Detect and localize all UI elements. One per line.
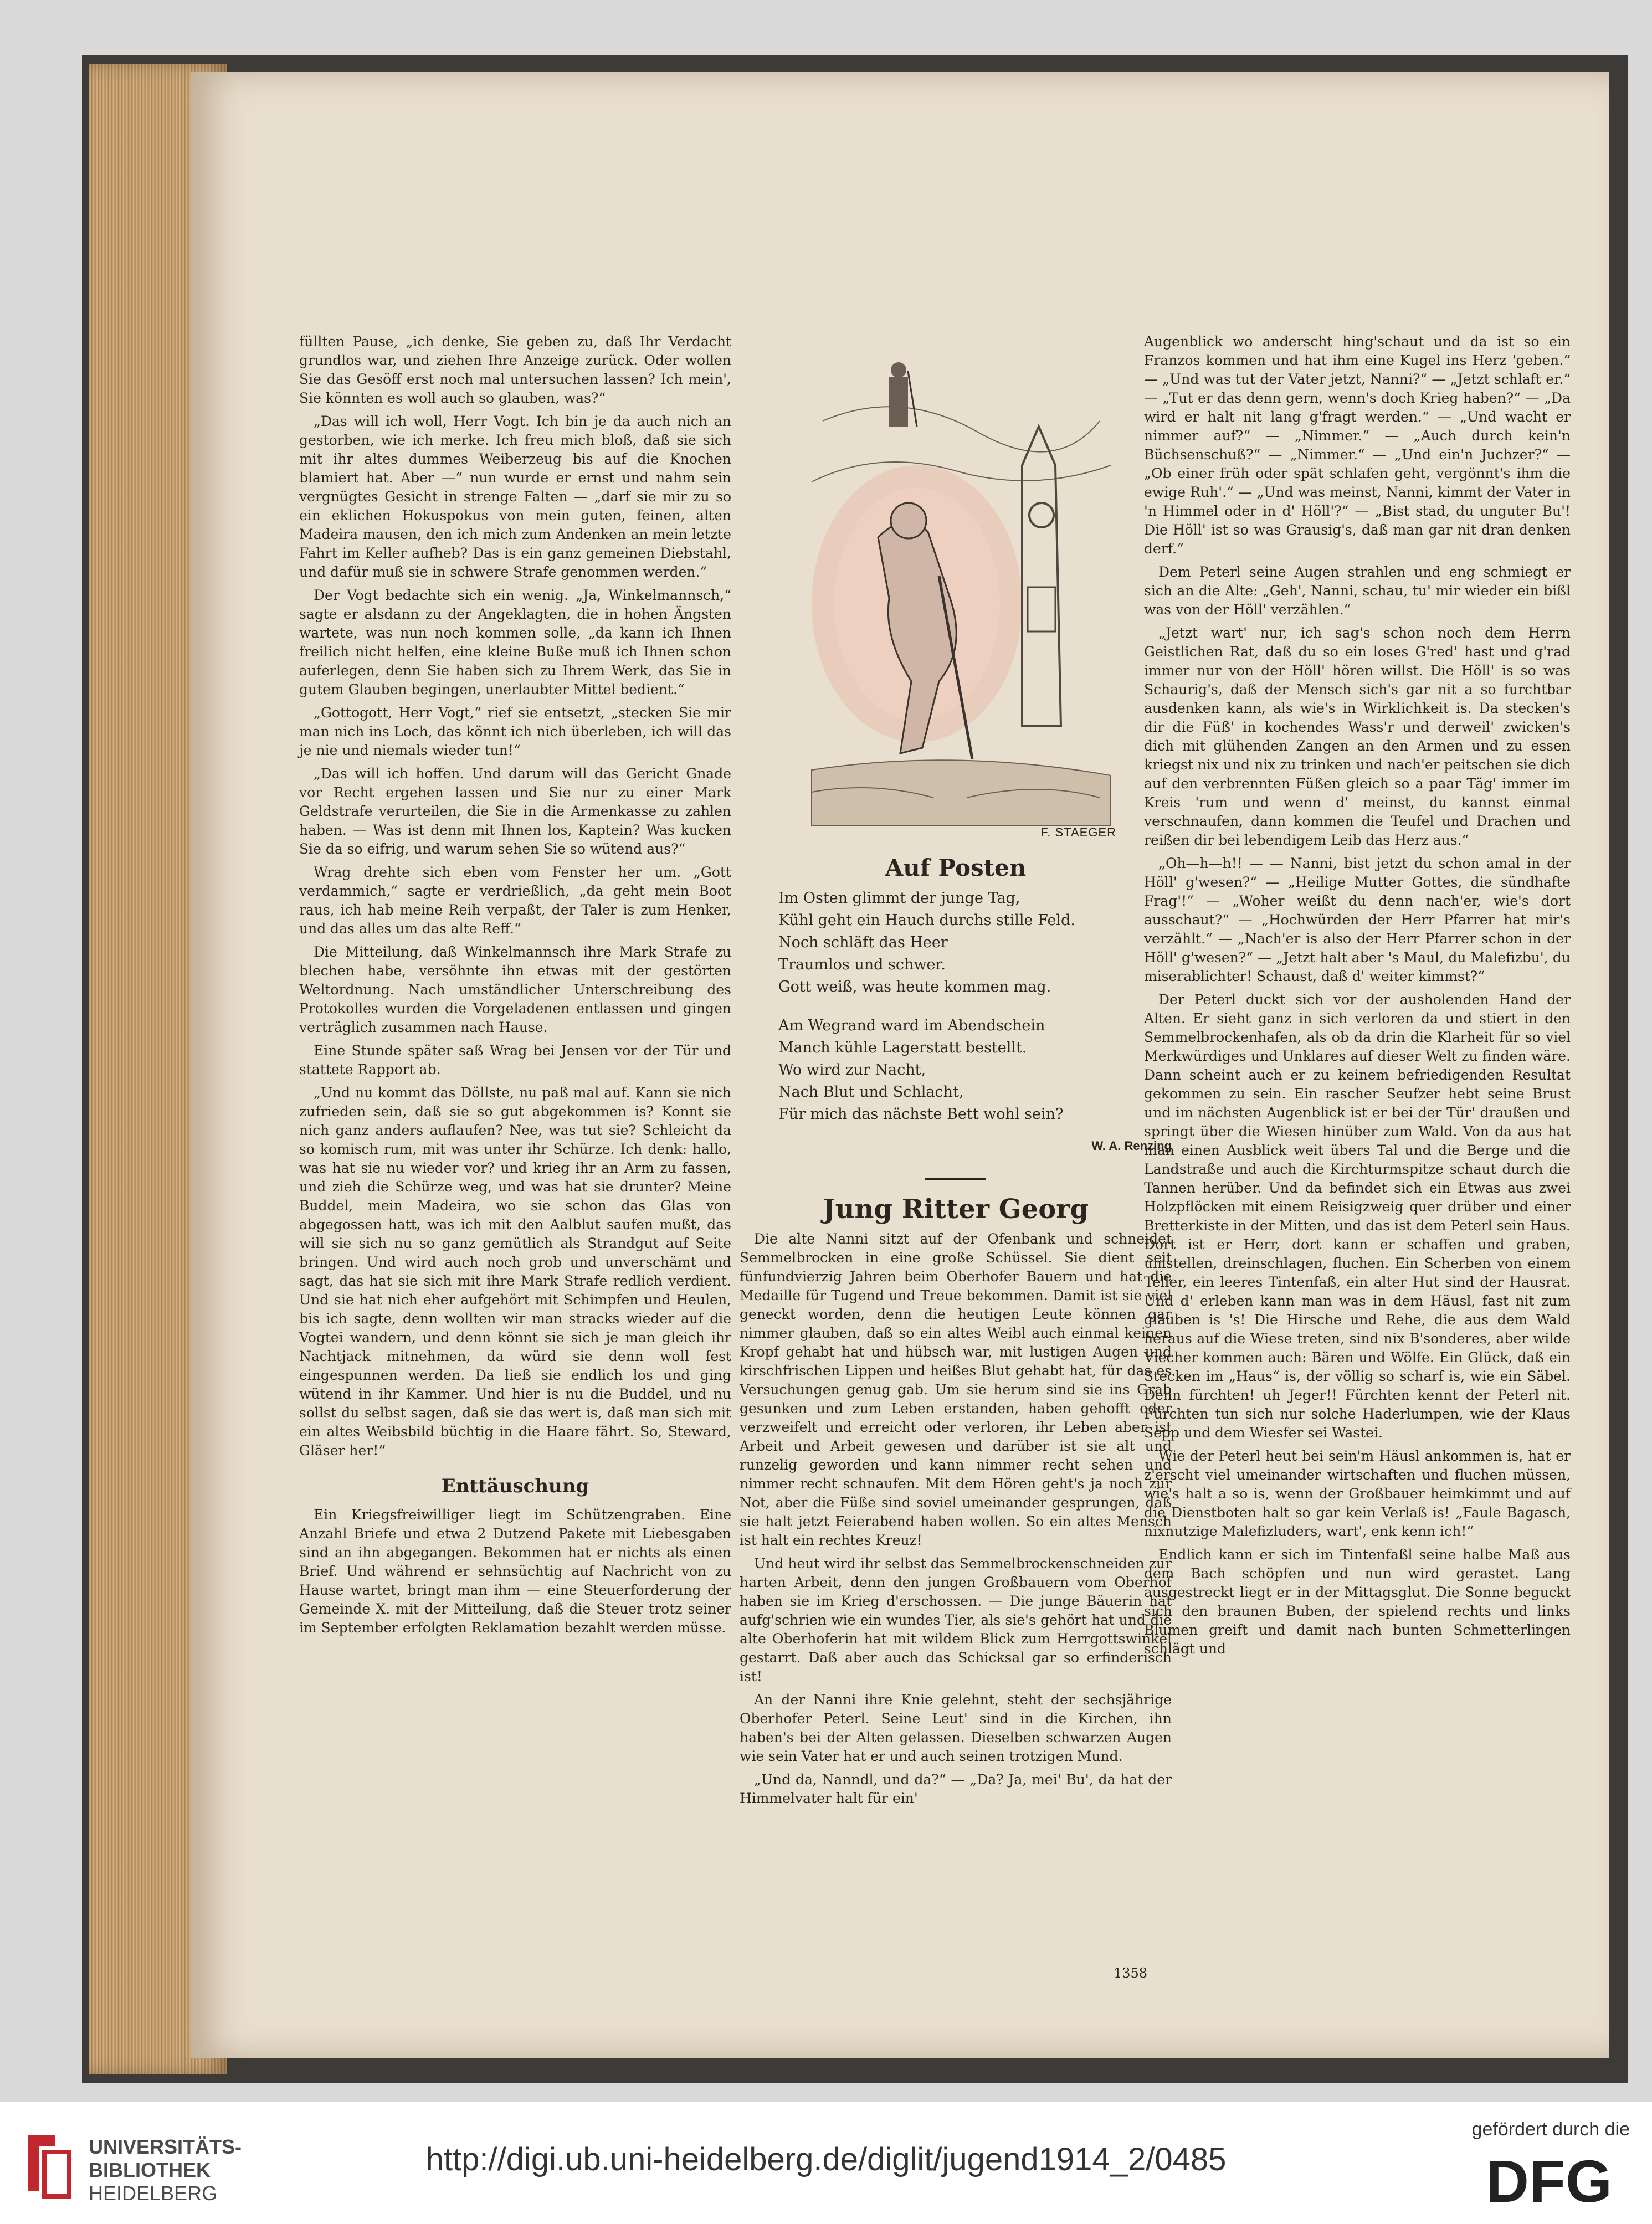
paragraph: „Gottogott, Herr Vogt,“ rief sie entsetzt, „stecken Sie mir man nich ins Loch, das könnt ich nich überleben, ich will das je nie und niemals wieder tun!“ (299, 705, 731, 758)
poem-stanza (778, 1015, 1172, 1126)
illustration (789, 338, 1122, 839)
paragraph: Ein Kriegsfreiwilliger liegt im Schützengraben. Eine Anzahl Briefe und etwa 2 Dutzend Pakete mit Liebesgaben sind an ihn abgegangen. Bekommen hat er nichts als einen Brief. Und während er sehnsüchtig auf Nachricht von zu Hause wartet, bringt man ihm — eine Steuerforderung der Gemeinde X. mit der Mitteilung, daß die Steuer trotz seiner im September erfolgten Reklamation bezahlt werden müsse. (299, 1507, 731, 1636)
paragraph: Wie der Peterl heut bei sein'm Häusl ankommen is, hat er z'erscht viel umeinander wirtschaften und fluchen müssen, wie's halt a so is, wenn der Großbauer heimkimmt und auf die Dienstboten halt so gar kein Verlaß is! „Faule Bagasch, nixnutzige Malefizluders, wart', enk kenn ich!“ (1144, 1448, 1571, 1539)
paragraph: Dem Peterl seine Augen strahlen und eng schmiegt er sich an die Alte: „Geh', Nanni, schau, tu' mir wieder ein bißl was von der Höll' verzählen.“ (1144, 564, 1571, 618)
poem-title: Auf Posten (885, 854, 1027, 881)
middle-column (740, 338, 1172, 1812)
source-url-link[interactable]: http://digi.ub.uni-heidelberg.de/diglit/jugend1914_2/0485 (425, 2141, 1227, 2177)
illustration-signature: F. STAEGER (1040, 825, 1116, 839)
poem-stanza (778, 887, 1172, 998)
dfg-logo-text: DFG (1486, 2149, 1612, 2210)
poem-line: Traumlos und schwer. (778, 956, 946, 973)
library-name-line: HEIDELBERG (89, 2182, 218, 2205)
paragraph: Augenblick wo anderscht hing'schaut und da ist so ein Franzos kommen und hat ihm eine Kugel ins Herz 'geben.“ — „Und was tut der Vater jetzt, Nanni?“ — „Jetzt schlaft er.“ — „Tut er das denn gern, wenn's doch Krieg haben?“ — „Da wird er halt nit lang g'fragt werden.“ — „Und wacht er nimmer auf?“ — „Nimmer.“ — „Auch durch kein'n Büchsenschuß?“ — „Nimmer.“ — „Und ein'n Juchzer?“ — „Ob einer früh oder spät schlafen geht, vergönnt's ihm die ewige Ruh'.“ — „Und was meinst, Nanni, kimmt der Vater in 'n Himmel oder in d' Höll'?“ — „Bist stad, du unguter Bu'! Die Höll' ist so was Grausig's, daß man gar nit dran denken derf.“ (1144, 333, 1571, 557)
library-name-line: UNIVERSITÄTS- (89, 2135, 242, 2158)
paragraph: Wrag drehte sich eben vom Fenster her um. „Gott verdammich,“ sagte er verdrießlich, „da geht mein Boot raus, ich hab meine Reih verpaßt, der Taler is zum Henker, und das alles um das alte Reff.“ (299, 864, 731, 937)
story-title: Jung Ritter Georg (822, 1194, 1089, 1225)
paragraph: Die Mitteilung, daß Winkelmannsch ihre Mark Strafe zu blechen habe, versöhnte ihn etwas mit der gestörten Weltordnung. Nach umständlicher Unterschreibung des Protokolles wurden die Vorgeladenen entlassen und gingen verträglich zusammen nach Hause. (299, 944, 731, 1035)
left-column (299, 332, 731, 1642)
paragraph: Und heut wird ihr selbst das Semmelbrockenschneiden zur harten Arbeit, denn den jungen Großbauern vom Oberhof haben sie im Krieg d'erschossen. — Die junge Bäuerin hat aufg'schrien wie ein wundes Tier, als sie's gehört hat und die alte Oberhoferin hat mit wildem Blick zum Herrgottswinkel gestarrt. Daß aber auch das Schicksal gar so erfinderisch ist! (740, 1555, 1172, 1684)
paragraph: „Und nu kommt das Döllste, nu paß mal auf. Kann sie nich zufrieden sein, daß sie so gut abgekommen is? Konnt sie nich ganz anders auflaufen? Nee, was tut sie? Schleicht da so komisch rum, mit was unter ihr Schürze. Ich denk: hallo, was hat sie nu wieder vor? und krieg ihr an Arm zu fassen, und zieh die Schürze weg, und was hat sie drunter? Meine Buddel, mein Madeira, wo sie schon das Glas von abgegossen hatt, was ich mit den Aalblut saufen mußt, das will sie sich nu so ganz gemütlich als Strandgut auf Seite bringen. Und wird auch noch grob und unverschämt und sagt, das hat sie sich mit ihre Mark Strafe redlich verdient. Und sie hat nich eher aufgehört mit Schimpfen und Heulen, bis ich sagte, denn wollten wir man stracks wieder auf die Vogtei wandern, und denn könnt sie sich je man gleich ihr Nachtjack mitnehmen, da würd sie denn woll fest eingespunnen werden. Da ließ sie endlich los und ging wütend in ihr Kammer. Und hier is nu die Buddel, und nu sollst du selbst sagen, daß sie das wert is, daß man sich mit ein altes Weibsbild büchtig in die Haare fährt. So, Steward, Gläser her!“ (299, 1085, 731, 1458)
page-number: 1358 (1114, 1965, 1148, 1981)
poem-line: Manch kühle Lagerstatt bestellt. (778, 1039, 1027, 1056)
paragraph: „Jetzt wart' nur, ich sag's schon noch dem Herrn Geistlichen Rat, daß du so ein loses G'red' hast und g'rad immer nur von der Höll' hören willst. Die Höll' is so was Schaurig's, daß der Mensch sich's gar nit a so furchtbar ausdenken kann, als wie's in Wirklichkeit is. Da stecken's dir die Füß' in kochendes Wass'r und derweil' zwicken's dich mit glühenden Zangen an den Armen und zu essen kriegst nix und nix zu trinken und nach'er peitschen sie dich auf den verbrennten Füßen gleich so a paar Täg' immer im Kreis 'rum und wenn d' meinst, du kannst einmal verschnaufen, dann kommen die Teufel und Drachen und reißen dir bei lebendigem Leib das Herz aus.“ (1144, 625, 1571, 848)
paragraph: Endlich kann er sich im Tintenfaßl seine halbe Maß aus dem Bach schöpfen und nun wird gerastet. Lang ausgestreckt liegt er in der Mittagsglut. Die Sonne beguckt sich den braunen Buben, der spielend rechts und links Blumen greift und damit nach bunten Schmetterlingen schlägt und (1144, 1547, 1571, 1657)
paragraph: füllten Pause, „ich denke, Sie geben zu, daß Ihr Verdacht grundlos war, und ziehen Ihre Anzeige zurück. Oder wollen Sie das Gesöff erst noch mal untersuchen lassen? Ich mein', Sie könnten es woll auch so glauben, was?“ (299, 333, 731, 406)
paragraph: Die alte Nanni sitzt auf der Ofenbank und schneidet Semmelbrocken in eine große Schüssel. Sie dient seit fünfundvierzig Jahren beim Oberhofer Bauern und hat die Medaille für Tugend und Treue bekommen. Damit ist sie viel geneckt worden, denn die heutigen Leute können gar nimmer glauben, daß so ein altes Weibl auch einmal keinen Kropf gehabt hat und hübsch war, mit lustigen Augen und kirschfrischen Lippen und heißes Blut gehabt hat, für das es Versuchungen genug gab. Um sie herum sind sie ins Grab gesunken und zum Leben erstanden, haben gehofft oder verzweifelt und erreicht oder verloren, ihr Leben aber ist Arbeit und Arbeit gewesen und darüber ist sie alt und runzelig geworden und kann nimmer recht sehen und nimmer recht schnaufen. Mit dem Hören geht's ja noch zur Not, aber die Füße sind soviel umeinander gesprungen, daß sie halt jetzt Feierabend haben wollen. So ein altes Mensch ist halt ein rechtes Kreuz! (740, 1231, 1172, 1548)
poem-line: Für mich das nächste Bett wohl sein? (778, 1106, 1064, 1123)
right-column (1144, 332, 1571, 1663)
section-title-enttaeuschung: Enttäuschung (441, 1475, 589, 1497)
paragraph: „Das will ich hoffen. Und darum will das Gericht Gnade vor Recht ergehen lassen und Sie nur zu einer Mark Geldstrafe verurteilen, die Sie in die Armenkasse zu zahlen haben. — Was ist denn mit Ihnen los, Kaptein? Was kucken Sie da so eifrig, und warum sehen Sie so wütend aus?“ (299, 766, 731, 857)
paragraph: „Das will ich woll, Herr Vogt. Ich bin je da auch nich an gestorben, wie ich merke. Ich freu mich bloß, daß sie sich mit ihr altes dummes Weiberzeug bis auf die Knochen blamiert hat. Aber —“ nun wurde er ernst und nahm sein vergnügtes Gesicht in strenge Falten — „darf sie mir zu so ein eklichen Hokuspokus von mein guten, feinen, alten Madeira mausen, den ich mich zum Andenken an mein letzte Fahrt im Keller aufheb? Das is ein ganz gemeinen Diebstahl, und dafür muß sie in schwere Strafe genommen werden.“ (299, 413, 731, 580)
paragraph: Eine Stunde später saß Wrag bei Jensen vor der Tür und stattete Rapport ab. (299, 1042, 731, 1077)
book-page (191, 72, 1609, 2058)
footer-bar (0, 2102, 1652, 2224)
library-name-line: BIBLIOTHEK (89, 2159, 211, 2181)
section-divider (925, 1178, 986, 1180)
paragraph: Der Vogt bedachte sich ein wenig. „Ja, Winkelmannsch,“ sagte er alsdann zu der Angeklagten, die in hohen Ängsten wartete, was nun noch kommen solle, „da kann ich Ihnen freilich nicht helfen, eine kleine Buße muß ich Ihnen schon auferlegen, denn Sie haben sich zu Ihrem Werk, das Sie in gutem Glauben begingen, unerlaubter Mittel bedient.“ (299, 587, 731, 697)
paragraph: Der Peterl duckt sich vor der ausholenden Hand der Alten. Er sieht ganz in sich verloren da und stiert in den Semmelbrockenhafen, als ob da drin die Klarheit für so viel Merkwürdiges und Unklares auf dieser Welt zu finden wäre. Dann scheint auch er zu keinem befriedigenden Resultat gekommen zu sein. Ein rascher Seufzer hebt seine Brust und im nächsten Augenblick ist er bei der Tür' draußen und springt über die Wiesen hinüber zum Wald. Von da aus hat man einen Ausblick weit übers Tal und die Berge und die Landstraße und auch die Kirchturmspitze schaut durch die Tannen herüber. Und da befindet sich ein Etwas aus zwei Holzpflöcken mit einem Reisigzweig quer drüber und einer Bretterkiste in der Mitten, und das ist dem Peterl sein Haus. Dort ist er Herr, dort kann er schaffen und graben, umstellen, dreinschlagen, fluchen. Ein Scherben von einem Teller, ein leeres Tintenfaß, ein alter Hut sind der Hausrat. Und d' erleben kann man was in dem Häusl, fast nit zum glauben is 's! Die Hirsche und Rehe, die aus dem Wald heraus auf die Wiese treten, sind nix B'sonderes, aber wilde Viecher kommen auch: Bären und Wölfe. Ein Glück, daß ein Stecken im „Haus“ is, der völlig so scharf is, wie ein Säbel. Denn fürchten! uh Jeger!! Fürchten kennt der Peterl nit. Fürchten tun sich nur solche Haderlumpen, wie der Klaus Sepp und dem Wiesfer sei Wastei. (1144, 992, 1571, 1441)
poem-line: Nach Blut und Schlacht, (778, 1083, 964, 1101)
paragraph: „Oh—h—h!! — — Nanni, bist jetzt du schon amal in der Höll' g'wesen?“ — „Heilige Mutter Gottes, die sündhafte Frag'!“ — „Woher weißt du denn nach'er, wie's dort ausschaut?“ — „Hochwürden der Herr Pfarrer hat mir's verzählt.“ — „Nach'er is also der Herr Pfarrer schon in der Höll' g'wesen?“ — „Jetzt halt aber 's Maul, du Malefizbu', du miserablichter! Schaust, daß d' weiter kimmst?“ (1144, 855, 1571, 984)
paragraph: „Und da, Nanndl, und da?“ — „Da? Ja, mei' Bu', da hat der Himmelvater halt für ein' (740, 1771, 1172, 1806)
poem-line: Am Wegrand ward im Abendschein (778, 1017, 1045, 1034)
funded-by-label: gefördert durch die (1471, 2119, 1630, 2140)
poem-line: Gott weiß, was heute kommen mag. (778, 978, 1051, 995)
paragraph: An der Nanni ihre Knie gelehnt, steht der sechsjährige Oberhofer Peterl. Seine Leut' sind in die Kirchen, ihn haben's bei der Alten gelassen. Dieselben schwarzen Augen wie sein Vater hat er und auch seinen trotzigen Mund. (740, 1692, 1172, 1764)
poem-line: Wo wird zur Nacht, (778, 1061, 926, 1078)
poem-line: Noch schläft das Heer (778, 934, 948, 951)
illustration-drawing (789, 338, 1122, 836)
poem-author: W. A. Renzing (1091, 1139, 1172, 1153)
poem-line: Im Osten glimmt der junge Tag, (778, 890, 1020, 907)
dfg-logo-icon (1486, 2149, 1630, 2210)
poem (778, 887, 1172, 1126)
poem-line: Kühl geht ein Hauch durchs stille Feld. (778, 912, 1075, 929)
